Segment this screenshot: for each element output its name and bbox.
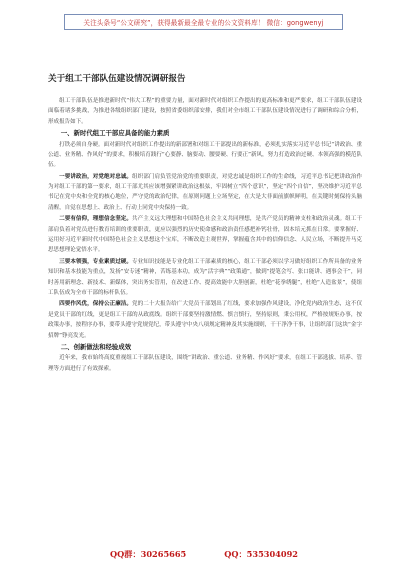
intro-paragraph: 组工干部队伍是推进新时代“伟大工程”的重要力量，面对新时代对组织工作提出的更高标准和更严要求，组工干部队伍建设面临着诸多挑战，为推进各级组织部门建设，按照省委组织部安排，我们对全市组工干部队伍建设情况进行了调研和综合分析，形成报告如下。 <box>48 98 362 125</box>
requirement-conduct <box>48 299 362 340</box>
promo-banner: 关注头条号“公文研究”，获得最新最全最专业的公文资料库！ 微信：gongwenyj <box>64 14 343 30</box>
requirement-politics-text: 组织部门肩负管党治党的重要职责，对党忠诚是组织工作的生命线，习近平总书记把讲政治作为对组工干部的第一要求，组工干部尤其应该增强紧讲政治这根弦，牢固树立“四个意识”，坚定“四个自信”，坚决维护习近平总书记在党中央和全党的核心地位，严守党的政治纪律，在原则问题上立场坚定，在大是大非面前旗帜鲜明，在关键时刻保持头脑清醒，自觉在思想上、政治上、行动上同党中央保持一致。 <box>48 173 362 211</box>
requirement-belief <box>48 214 362 255</box>
requirement-politics <box>48 172 362 213</box>
requirement-skill-text: 专业知识技能是专业化组工干部素质的核心，组工干部必须以学习做好组织工作所具备的业务知识和基本技能为重点，发扬“安专迷”精神，苦练基本功，成为“活字典”“政策通”，做到“提笔会写、张口能讲、遇事会干”，同时善用新理念、新技术、新媒体，突出务实管用，在改进工作、提高效能中大胆创新，杜绝“花拳绣腿”，杜绝“人造盆景”，使组工队伍成为全市干部的标杆队伍。 <box>48 258 362 296</box>
section-heading-2: 二、创新做法和经验成效 <box>60 343 132 352</box>
document-title: 关于组工干部队伍建设情况调研报告 <box>48 74 186 84</box>
requirement-politics-lead: 一要讲政治，对党绝对忠诚。 <box>59 173 133 180</box>
document-body <box>48 96 362 375</box>
qq-number: QQ：535304092 <box>224 549 298 559</box>
qq-group-number: QQ群：30265665 <box>110 549 187 559</box>
requirement-conduct-lead: 四要作风优，保持公正廉洁。 <box>59 301 133 308</box>
requirement-belief-text: 共产主义远大理想和中国特色社会主义共同理想，是共产党员的精神支柱和政治灵魂。组工干部肩负着对党员进行教育培训的重要职责，更应以强烈的历史使命感和政治责任感把补钙壮骨，固本培元抓在日常。要掌握好、运用好习近平新时代中国特色社会主义思想这个宝库，不断改造主观世界，掌握蕴含其中的信仰信念、人民立场，不断提升马克思思想理论觉悟水平。 <box>48 216 362 254</box>
contact-footer <box>0 549 408 563</box>
requirement-belief-lead: 二要有信仰，理想信念坚定。 <box>59 216 133 223</box>
section-2-paragraph: 近年来，我市始终高度重视组工干部队伍建设，围绕“讲政治、重公道、业务精、作风好”要求，在组工干部选拔、培养、管理等方面进行了有效探索。 <box>48 355 362 372</box>
requirement-skill-lead: 三要本领强，专业素质过硬。 <box>59 258 133 265</box>
requirement-skill <box>48 257 362 298</box>
section-1-paragraph: 打铁必须自身硬。面对新时代对组织工作提出的新部署和对组工干部提出的新标准，必须扎实落实习近平总书记“讲政治、重公道、业务精、作风好”的要求，积极培育践行“心要静、脑要动、腰要硬、行要正”新风，努力打造政治过硬、本领高强的模范队伍。 <box>48 141 362 169</box>
section-heading-1: 一、新时代组工干部应具备的能力素质 <box>60 129 170 138</box>
requirement-conduct-text: 党的二十大报告给广大党员干部划出了红线，要求加强作风建设，净化党内政治生态，这不仅是党员干部的红线，更是组工干部的从政底线。组织干部要坚持激情燃、慎言慎行，坚持原则，秉公用权，严格按规矩办事，按政策办事，按程序办事，要带头遵守党规党纪，带头遵守中央八项规定精神及其实施细则，干干净净干事，让组织部门这块“金字招牌”铮亮发光。 <box>48 301 362 339</box>
